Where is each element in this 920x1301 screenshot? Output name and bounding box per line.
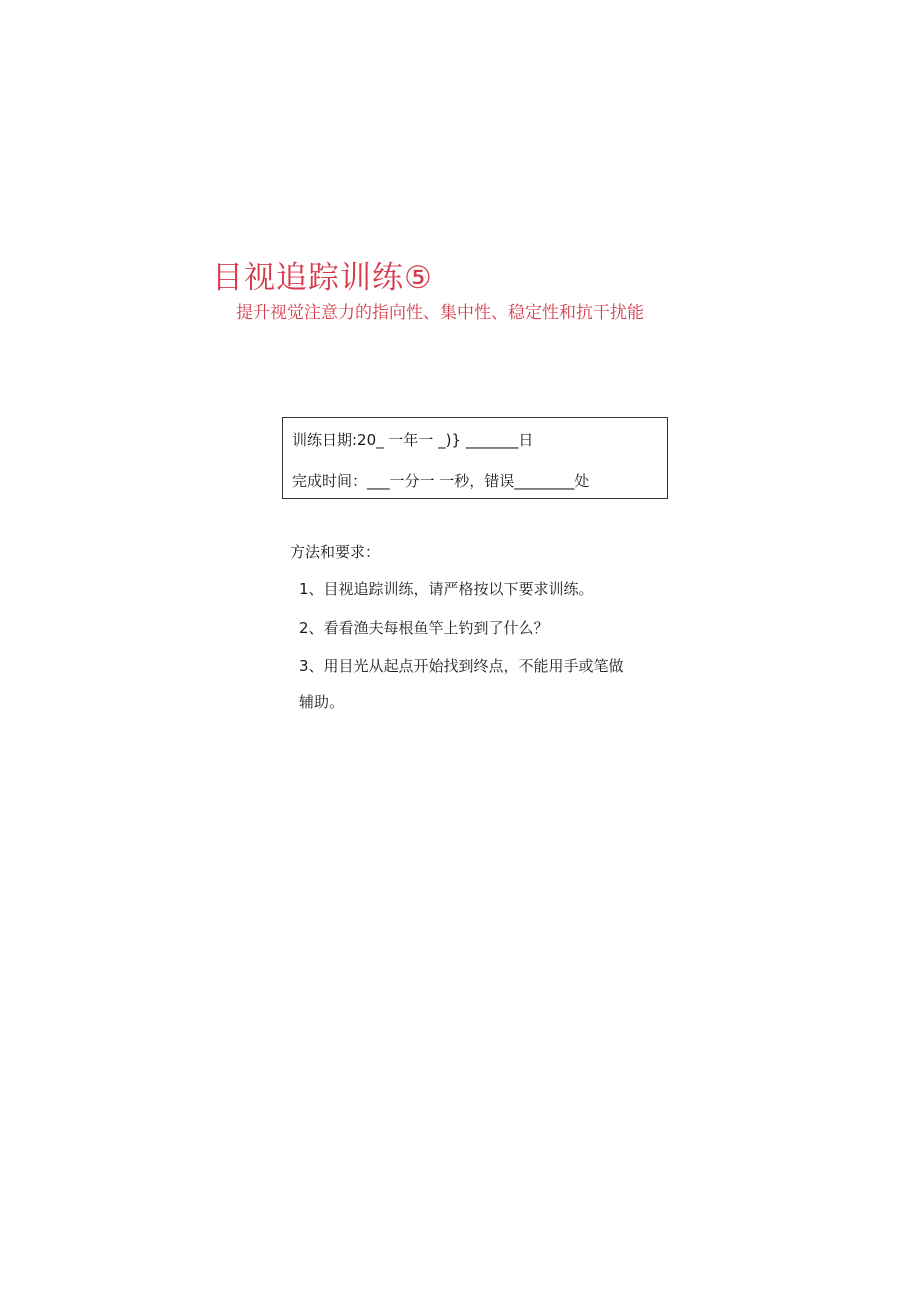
page-subtitle: 提升视觉注意力的指向性、集中性、稳定性和抗干扰能: [236, 303, 644, 323]
requirement-item: 2、看看渔夫每根鱼竿上钓到了什么？: [299, 619, 549, 637]
requirement-item: 3、用目光从起点开始找到终点，不能用手或笔做: [299, 657, 624, 675]
requirement-item-continuation: 辅助。: [299, 693, 345, 711]
method-heading: 方法和要求：: [290, 543, 381, 561]
completion-time-line: 完成时间：___一分一 一秒，错误________处: [292, 472, 590, 490]
record-box: [282, 417, 668, 499]
requirement-item: 1、目视追踪训练，请严格按以下要求训练。: [299, 580, 594, 598]
page-title: 目视追踪训练⑤: [212, 260, 433, 296]
training-date-line: 训练日期:20_ 一年一 _)} _______日: [292, 431, 534, 449]
